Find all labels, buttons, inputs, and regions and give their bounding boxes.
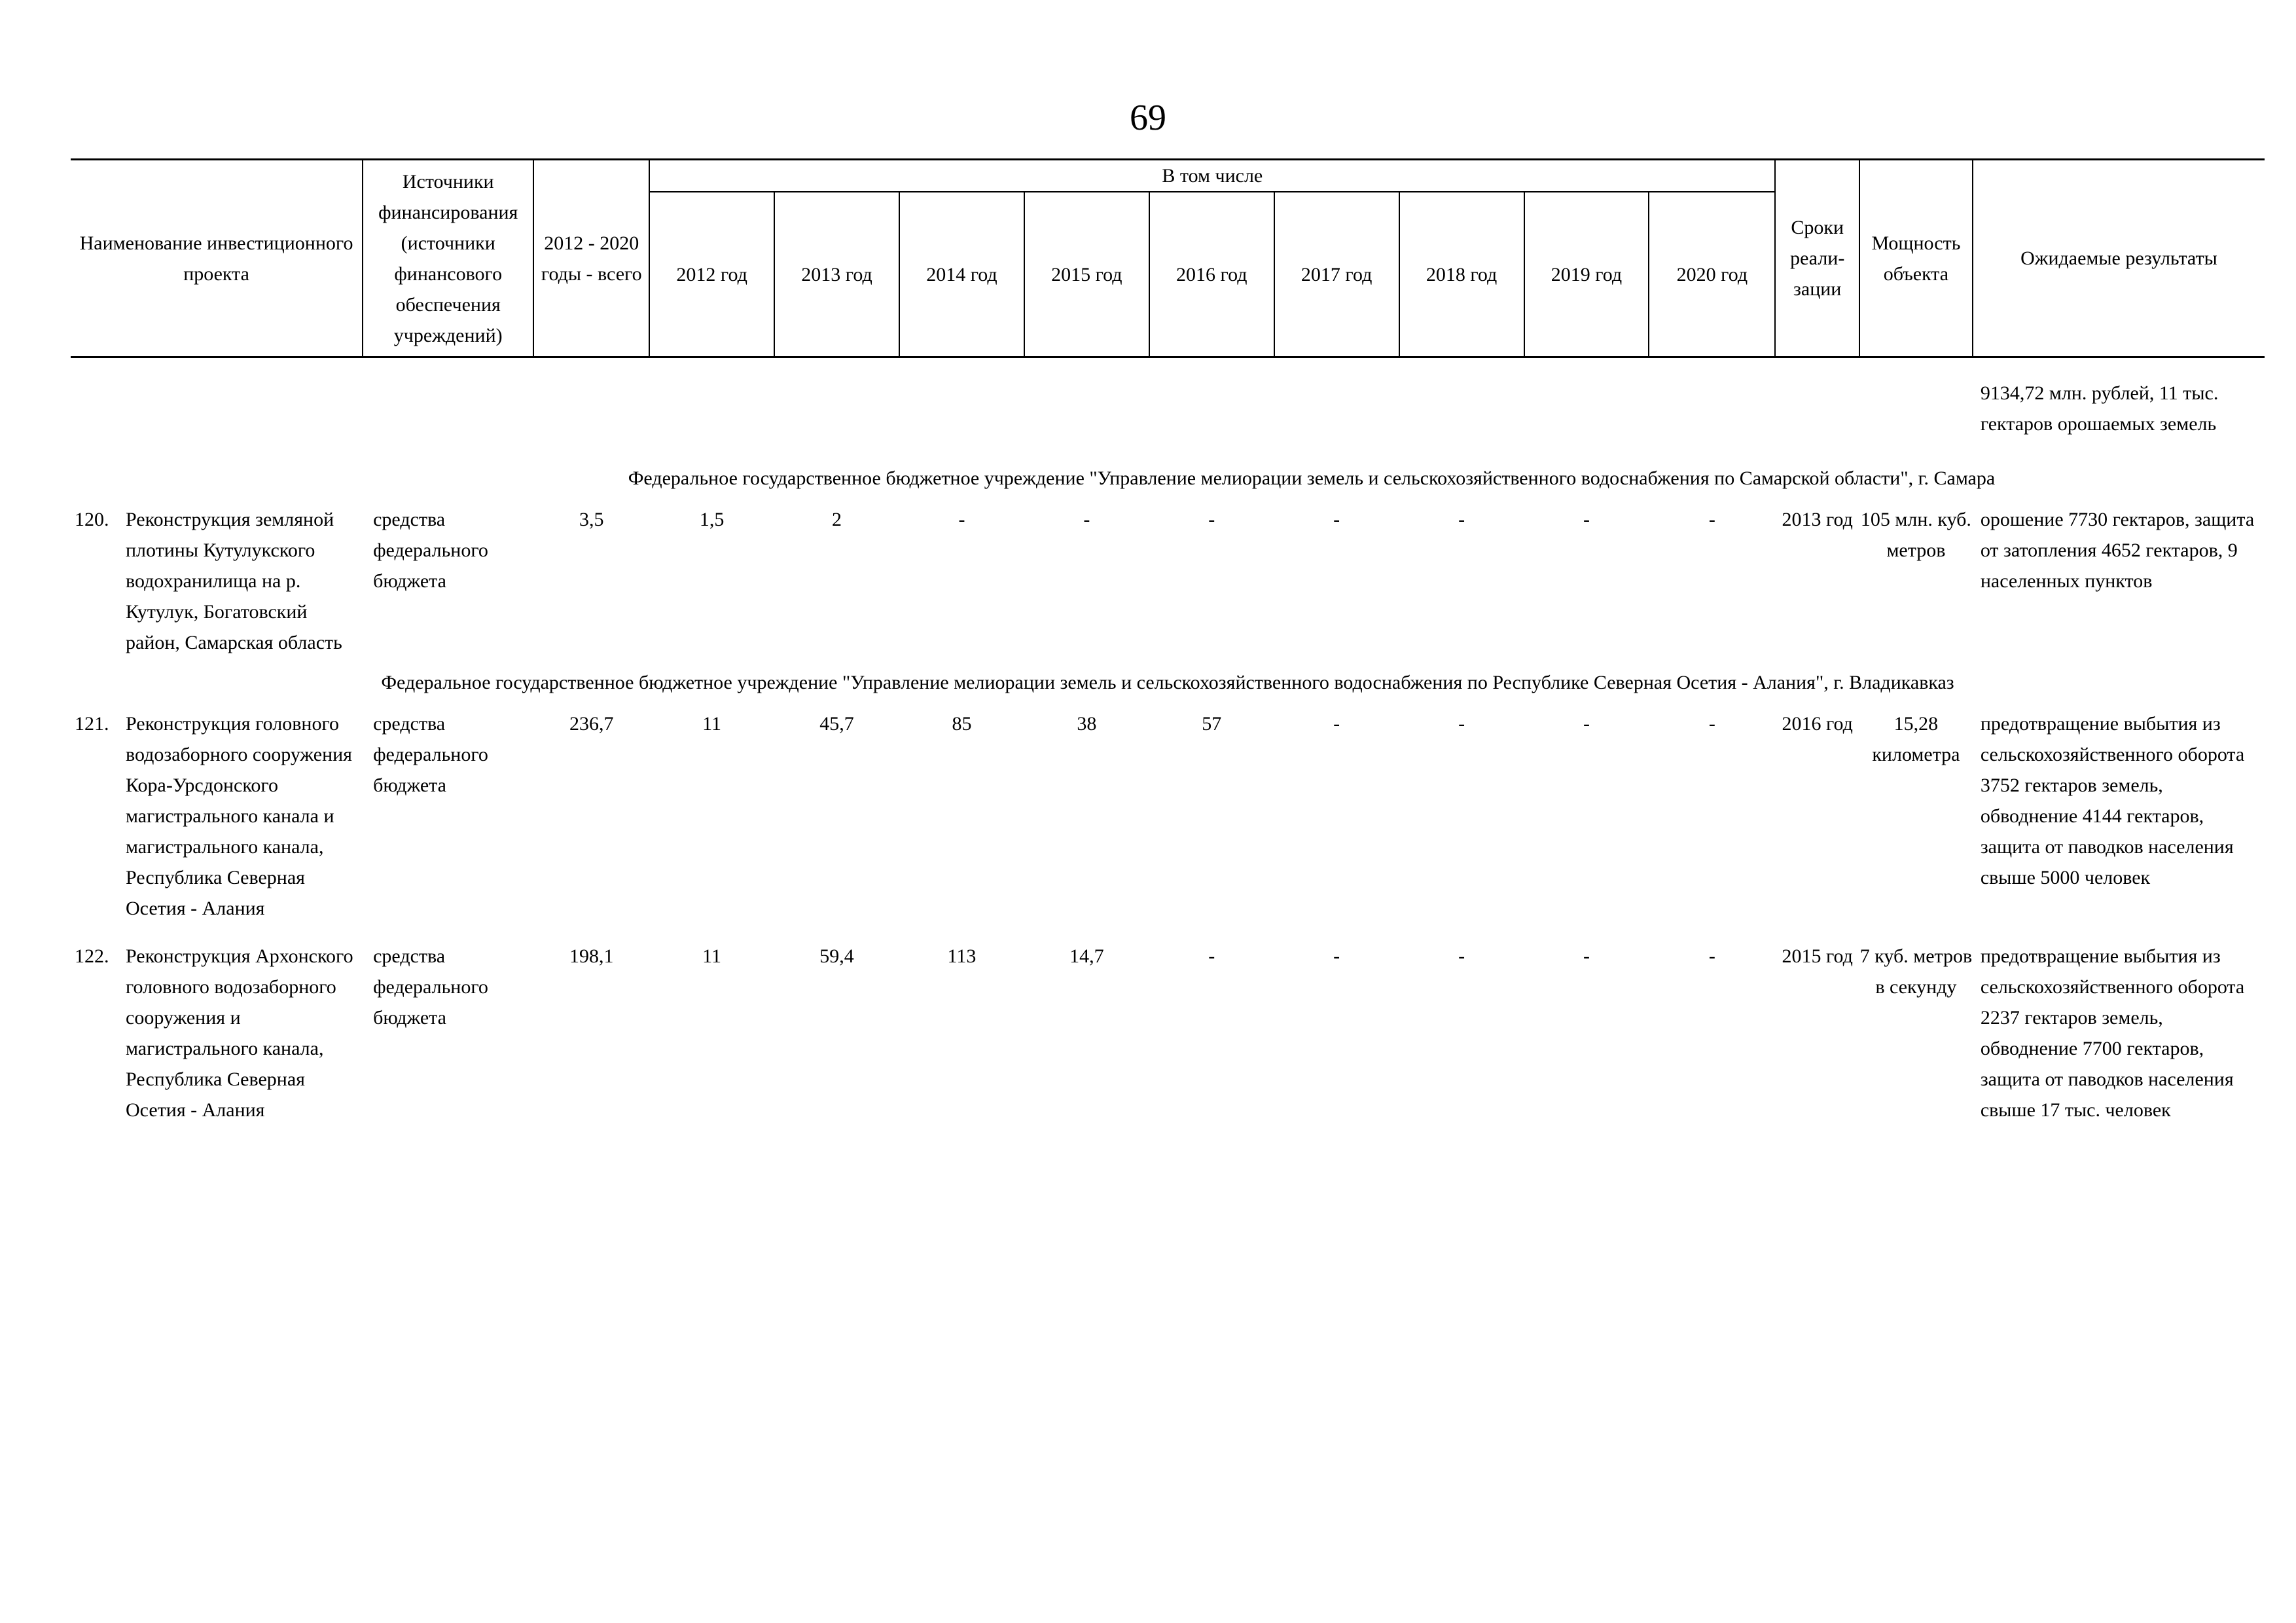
row-number: 122. bbox=[75, 945, 109, 967]
header-project-name: Наименование инвестиционного проекта bbox=[71, 160, 363, 357]
capacity-value: 105 млн. куб. метров bbox=[1860, 509, 1971, 561]
year-value: - bbox=[1583, 713, 1590, 735]
year-value: - bbox=[1083, 509, 1090, 530]
year-value: - bbox=[1583, 509, 1590, 530]
header-year: 2013 год bbox=[774, 192, 899, 357]
term-value: 2015 год bbox=[1782, 945, 1853, 967]
total-value: 3,5 bbox=[579, 509, 604, 530]
capacity-value: 15,28 километра bbox=[1872, 713, 1960, 765]
row-number: 120. bbox=[75, 509, 109, 530]
year-value: - bbox=[1208, 945, 1215, 967]
year-value: - bbox=[1458, 945, 1465, 967]
funding-source: средства федерального бюджета bbox=[373, 945, 488, 1029]
year-value: - bbox=[1333, 509, 1340, 530]
year-value: - bbox=[1333, 713, 1340, 735]
project-name: Реконструкция головного водозаборного сооружения Кора-Урсдонского магистрального канала и магистрального канала, Республика Северная Осетия - Алания bbox=[126, 713, 352, 919]
year-value: - bbox=[1333, 945, 1340, 967]
funding-source: средства федерального бюджета bbox=[373, 713, 488, 796]
year-value: - bbox=[1708, 945, 1715, 967]
header-year: 2018 год bbox=[1399, 192, 1524, 357]
term-value: 2016 год bbox=[1782, 713, 1853, 735]
project-name-cell bbox=[71, 504, 363, 658]
header-total: 2012 - 2020 годы - всего bbox=[533, 160, 649, 357]
investment-projects-table bbox=[71, 158, 2265, 1125]
table-row bbox=[71, 504, 2265, 658]
project-name-cell bbox=[71, 708, 363, 924]
year-value: 38 bbox=[1077, 713, 1097, 735]
org-heading-samara: Федеральное государственное бюджетное учреждение "Управление мелиорации земель и сельскохозяйственного водоснабжения по Самарской области", г. Самара bbox=[628, 467, 1996, 489]
header-including: В том числе bbox=[649, 160, 1775, 192]
header-year: 2020 год bbox=[1649, 192, 1775, 357]
year-value: 1,5 bbox=[699, 509, 725, 530]
table-row bbox=[71, 708, 2265, 924]
year-value: 85 bbox=[952, 713, 972, 735]
year-value: 11 bbox=[702, 945, 722, 967]
year-value: - bbox=[1708, 509, 1715, 530]
total-value: 198,1 bbox=[569, 945, 614, 967]
project-name-cell bbox=[71, 941, 363, 1125]
header-year: 2016 год bbox=[1149, 192, 1274, 357]
year-value: 11 bbox=[702, 713, 722, 735]
capacity-value: 7 куб. метров в секунду bbox=[1859, 945, 1973, 998]
expected-result: предотвращение выбытия из сельскохозяйственного оборота 2237 гектаров земель, обводнение 7700 гектаров, защита от паводков населения свыше 17 тыс. человек bbox=[1980, 945, 2245, 1121]
project-name: Реконструкция Архонского головного водозаборного сооружения и магистрального канала, Республика Северная Осетия - Алания bbox=[126, 945, 353, 1121]
year-value: - bbox=[1708, 713, 1715, 735]
year-value: 59,4 bbox=[819, 945, 854, 967]
year-value: - bbox=[958, 509, 965, 530]
term-value: 2013 год bbox=[1782, 509, 1853, 530]
year-value: - bbox=[1208, 509, 1215, 530]
funding-source: средства федерального бюджета bbox=[373, 509, 488, 592]
year-value: 14,7 bbox=[1069, 945, 1104, 967]
table-header bbox=[71, 160, 2265, 357]
total-value: 236,7 bbox=[569, 713, 614, 735]
expected-result: предотвращение выбытия из сельскохозяйственного оборота 3752 гектаров земель, обводнение 4144 гектаров, защита от паводков населения свыше 5000 человек bbox=[1980, 713, 2245, 888]
header-capacity: Мощность объекта bbox=[1859, 160, 1973, 357]
continuation-text: 9134,72 млн. рублей, 11 тыс. гектаров орошаемых земель bbox=[1980, 382, 2219, 435]
header-year: 2014 год bbox=[899, 192, 1024, 357]
header-year: 2017 год bbox=[1274, 192, 1399, 357]
row-number: 121. bbox=[75, 713, 109, 735]
header-year: 2019 год bbox=[1524, 192, 1649, 357]
project-name: Реконструкция земляной плотины Кутулукского водохранилища на р. Кутулук, Богатовский район, Самарская область bbox=[126, 509, 342, 653]
header-sources: Источники финансирования (источники финансового обеспечения учреждений) bbox=[363, 160, 533, 357]
header-year: 2012 год bbox=[649, 192, 774, 357]
header-results: Ожидаемые результаты bbox=[1973, 160, 2265, 357]
year-value: 2 bbox=[832, 509, 842, 530]
page-number: 69 bbox=[1130, 98, 1166, 138]
year-value: 113 bbox=[947, 945, 977, 967]
expected-result: орошение 7730 гектаров, защита от затопления 4652 гектаров, 9 населенных пунктов bbox=[1980, 509, 2255, 592]
table-row bbox=[71, 941, 2265, 1125]
year-value: - bbox=[1583, 945, 1590, 967]
header-terms: Сроки реали- зации bbox=[1775, 160, 1859, 357]
org-heading-ossetia: Федеральное государственное бюджетное учреждение "Управление мелиорации земель и сельскохозяйственного водоснабжения по Республике Северная Осетия - Алания", г. Владикавказ bbox=[381, 672, 1954, 693]
year-value: 57 bbox=[1202, 713, 1222, 735]
year-value: - bbox=[1458, 713, 1465, 735]
year-value: 45,7 bbox=[819, 713, 854, 735]
year-value: - bbox=[1458, 509, 1465, 530]
header-year: 2015 год bbox=[1024, 192, 1149, 357]
